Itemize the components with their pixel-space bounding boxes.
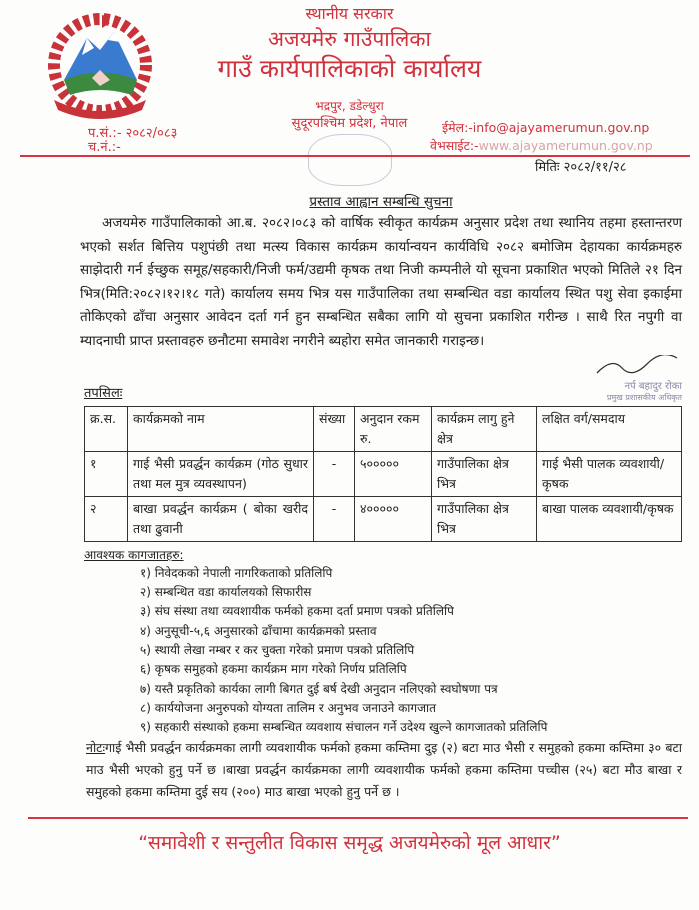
- header-quantity: संख्या: [314, 406, 355, 451]
- header-office-name: गाउँ कार्यपालिकाको कार्यालय: [217, 54, 482, 83]
- documents-title: आवश्यक कागजातहरु:: [84, 547, 184, 562]
- notice-title: प्रस्ताव आह्वान सम्बन्धि सुचना: [309, 194, 453, 210]
- header-sn: क्र.स.: [85, 406, 128, 451]
- note-label: नोटः: [86, 740, 106, 756]
- note: [86, 737, 682, 803]
- header-target-group: लक्षित वर्ग/समदाय: [537, 406, 682, 451]
- note-text: गाई भैसी प्रवर्द्धन कार्यक्रमका लागी व्यवशायीक फर्मको हकमा कम्तिमा दुइ (२) बटा माउ भैसी र समुहको हकमा कम्तिमा ३० बटा माउ भैसी भएको हुनु पर्ने छ ।बाखा प्रवर्द्धन कार्यक्रमका लागी व्यवशायीक फर्मको हकमा कम्तिमा पच्चीस (२५) बटा मौउ बाखा र समुहको हकमा कम्तिमा दुई सय (२००) माउ बाखा भएको हुनु पर्ने छ ।: [86, 740, 682, 800]
- cell-program-name: गाई भैसी प्रवर्द्धन कार्यक्रम (गोठ सुधार तथा मल मुत्र व्यवस्थापन): [128, 451, 314, 496]
- document-item: ३) संघ संस्था तथा व्यवशायीक फर्मको हकमा दर्ता प्रमाण पत्रको प्रतिलिपि: [140, 604, 454, 619]
- document-item: २) सम्बन्धित वडा कार्यालयको सिफारीस: [140, 585, 312, 600]
- footer-divider: [28, 817, 688, 819]
- cell-target-group: बाखा पालक व्यवशायी/कृषक: [537, 496, 682, 541]
- table-header-row: [85, 406, 682, 451]
- document-item: ६) कृषक समुहको हकमा कार्यक्रम माग गरेको निर्णय प्रतिलिपि: [140, 662, 407, 677]
- cell-target-group: गाई भैसी पालक व्यवशायी/कृषक: [537, 451, 682, 496]
- document-item: ५) स्थायी लेखा नम्बर र कर चुक्ता गरेको प्रमाण पत्रको प्रतिलिपि: [140, 642, 415, 657]
- document-item: १) निवेदकको नेपाली नागरिकताको प्रतिलिपि: [140, 565, 333, 580]
- signature-row: [80, 355, 682, 403]
- header-grant-amount: अनुदान रकम रु.: [355, 406, 432, 451]
- footer-slogan: “समावेशी र सन्तुलीत विकास समृद्ध अजयमेरुको मूल आधार”: [138, 832, 561, 855]
- document-item: ८) कार्ययोजना अनुरुपको योग्यता तालिम र अनुभव जनाउने कागजात: [140, 700, 437, 715]
- signatory-title: प्रमुख प्रशासकीय अधिकृत: [606, 393, 682, 403]
- table-row: [85, 496, 682, 541]
- details-label: तपसिलः: [84, 385, 123, 401]
- document-item: ४) अनुसूची-५,६ अनुसारको ढाँचामा कार्यक्रमको प्रस्ताव: [140, 623, 377, 638]
- cell-quantity: -: [314, 451, 355, 496]
- header-province: सुदूरपश्चिम प्रदेश, नेपाल: [291, 116, 408, 131]
- header-address: भद्रपुर, डडेल्धुरा: [315, 99, 384, 113]
- cell-program-name: बाखा प्रवर्द्धन कार्यक्रम ( बोका खरीद तथा ढुवानी: [128, 496, 314, 541]
- cell-sn: २: [85, 496, 128, 541]
- cell-sn: १: [85, 451, 128, 496]
- cell-grant-amount: ५०००००: [355, 451, 432, 496]
- date: मितिः २०८२/११/२८: [535, 160, 627, 175]
- cell-grant-amount: ४०००००: [355, 496, 432, 541]
- cell-area: गाउँपालिका क्षेत्र भित्र: [432, 496, 537, 541]
- website-link[interactable]: www.ajayamerumun.gov.np: [478, 138, 653, 153]
- dispatch-number: च.नं.:-: [88, 140, 121, 155]
- notice-content: [80, 192, 682, 856]
- program-table: [84, 406, 682, 542]
- signatory-block: [592, 355, 682, 403]
- signature: [592, 355, 682, 377]
- email-link[interactable]: ईमेल:-info@ajayamerumun.gov.np: [442, 120, 650, 135]
- header-program-name: कार्यक्रमको नाम: [128, 406, 314, 451]
- notice-paragraph: अजयमेरु गाउँपालिकाको आ.ब. २०८२।०८३ को वार्षिक स्वीकृत कार्यक्रम अनुसार प्रदेश तथा स्थानिय तहमा हस्तान्तरण भएको सर्शत बित्तिय पशुपंछी तथा मत्स्य विकास कार्यक्रम कार्यान्वयन कार्यविधि २०८२ बमोजिम देहायका कार्यक्रमहरु साझेदारी गर्न ईच्छुक समूह/सहकारी/निजी फर्म/उद्यमी कृषक तथा निजी कम्पनीले यो सूचना प्रकाशित भएको मितिले २१ दिन भित्र(मिति:२०८२।१२।१८ गते) कार्यालय समय भित्र यस गाउँपालिका तथा सम्बन्धित वडा कार्यालय स्थित पशु सेवा इकाईमा तोकिएको ढाँचा अनुसार आवेदन दर्ता गर्न हुन सम्बन्धित सबैका लागि यो सुचना प्रकाशित गरीन्छ । साथै रित नपुगी वा म्यादनाघी प्राप्त प्रस्तावहरु छनौटमा समावेश नगरीने ब्यहोरा समेत जानकारी गराइन्छ।: [80, 215, 682, 349]
- cell-area: गाउँपालिका क्षेत्र भित्र: [432, 451, 537, 496]
- document-item: ७) यस्तै प्रकृतिको कार्यका लागी बिगत दुई बर्ष देखी अनुदान नलिएको स्वघोषणा पत्र: [140, 681, 498, 696]
- office-stamp: [308, 134, 392, 186]
- document-item: ९) सहकारी संस्थाको हकमा सम्बन्धित व्यवशाय संचालन गर्ने उदेश्य खुल्ने कागजातको प्रतिलिपि: [140, 720, 548, 735]
- documents-list: [80, 564, 682, 738]
- signatory-name: नर्प बहादुर रोका: [624, 381, 682, 393]
- reference-number: प.सं.:- २०८२/०८३: [88, 126, 178, 141]
- header-divider: [20, 155, 690, 157]
- header-area: कार्यक्रम लागु हुने क्षेत्र: [432, 406, 537, 451]
- header-local-government: स्थानीय सरकार: [305, 4, 394, 23]
- header-municipality-name: अजयमेरु गाउँपालिका: [268, 27, 431, 51]
- cell-quantity: -: [314, 496, 355, 541]
- table-row: [85, 451, 682, 496]
- website-label: वेभसाईट:-: [430, 138, 479, 153]
